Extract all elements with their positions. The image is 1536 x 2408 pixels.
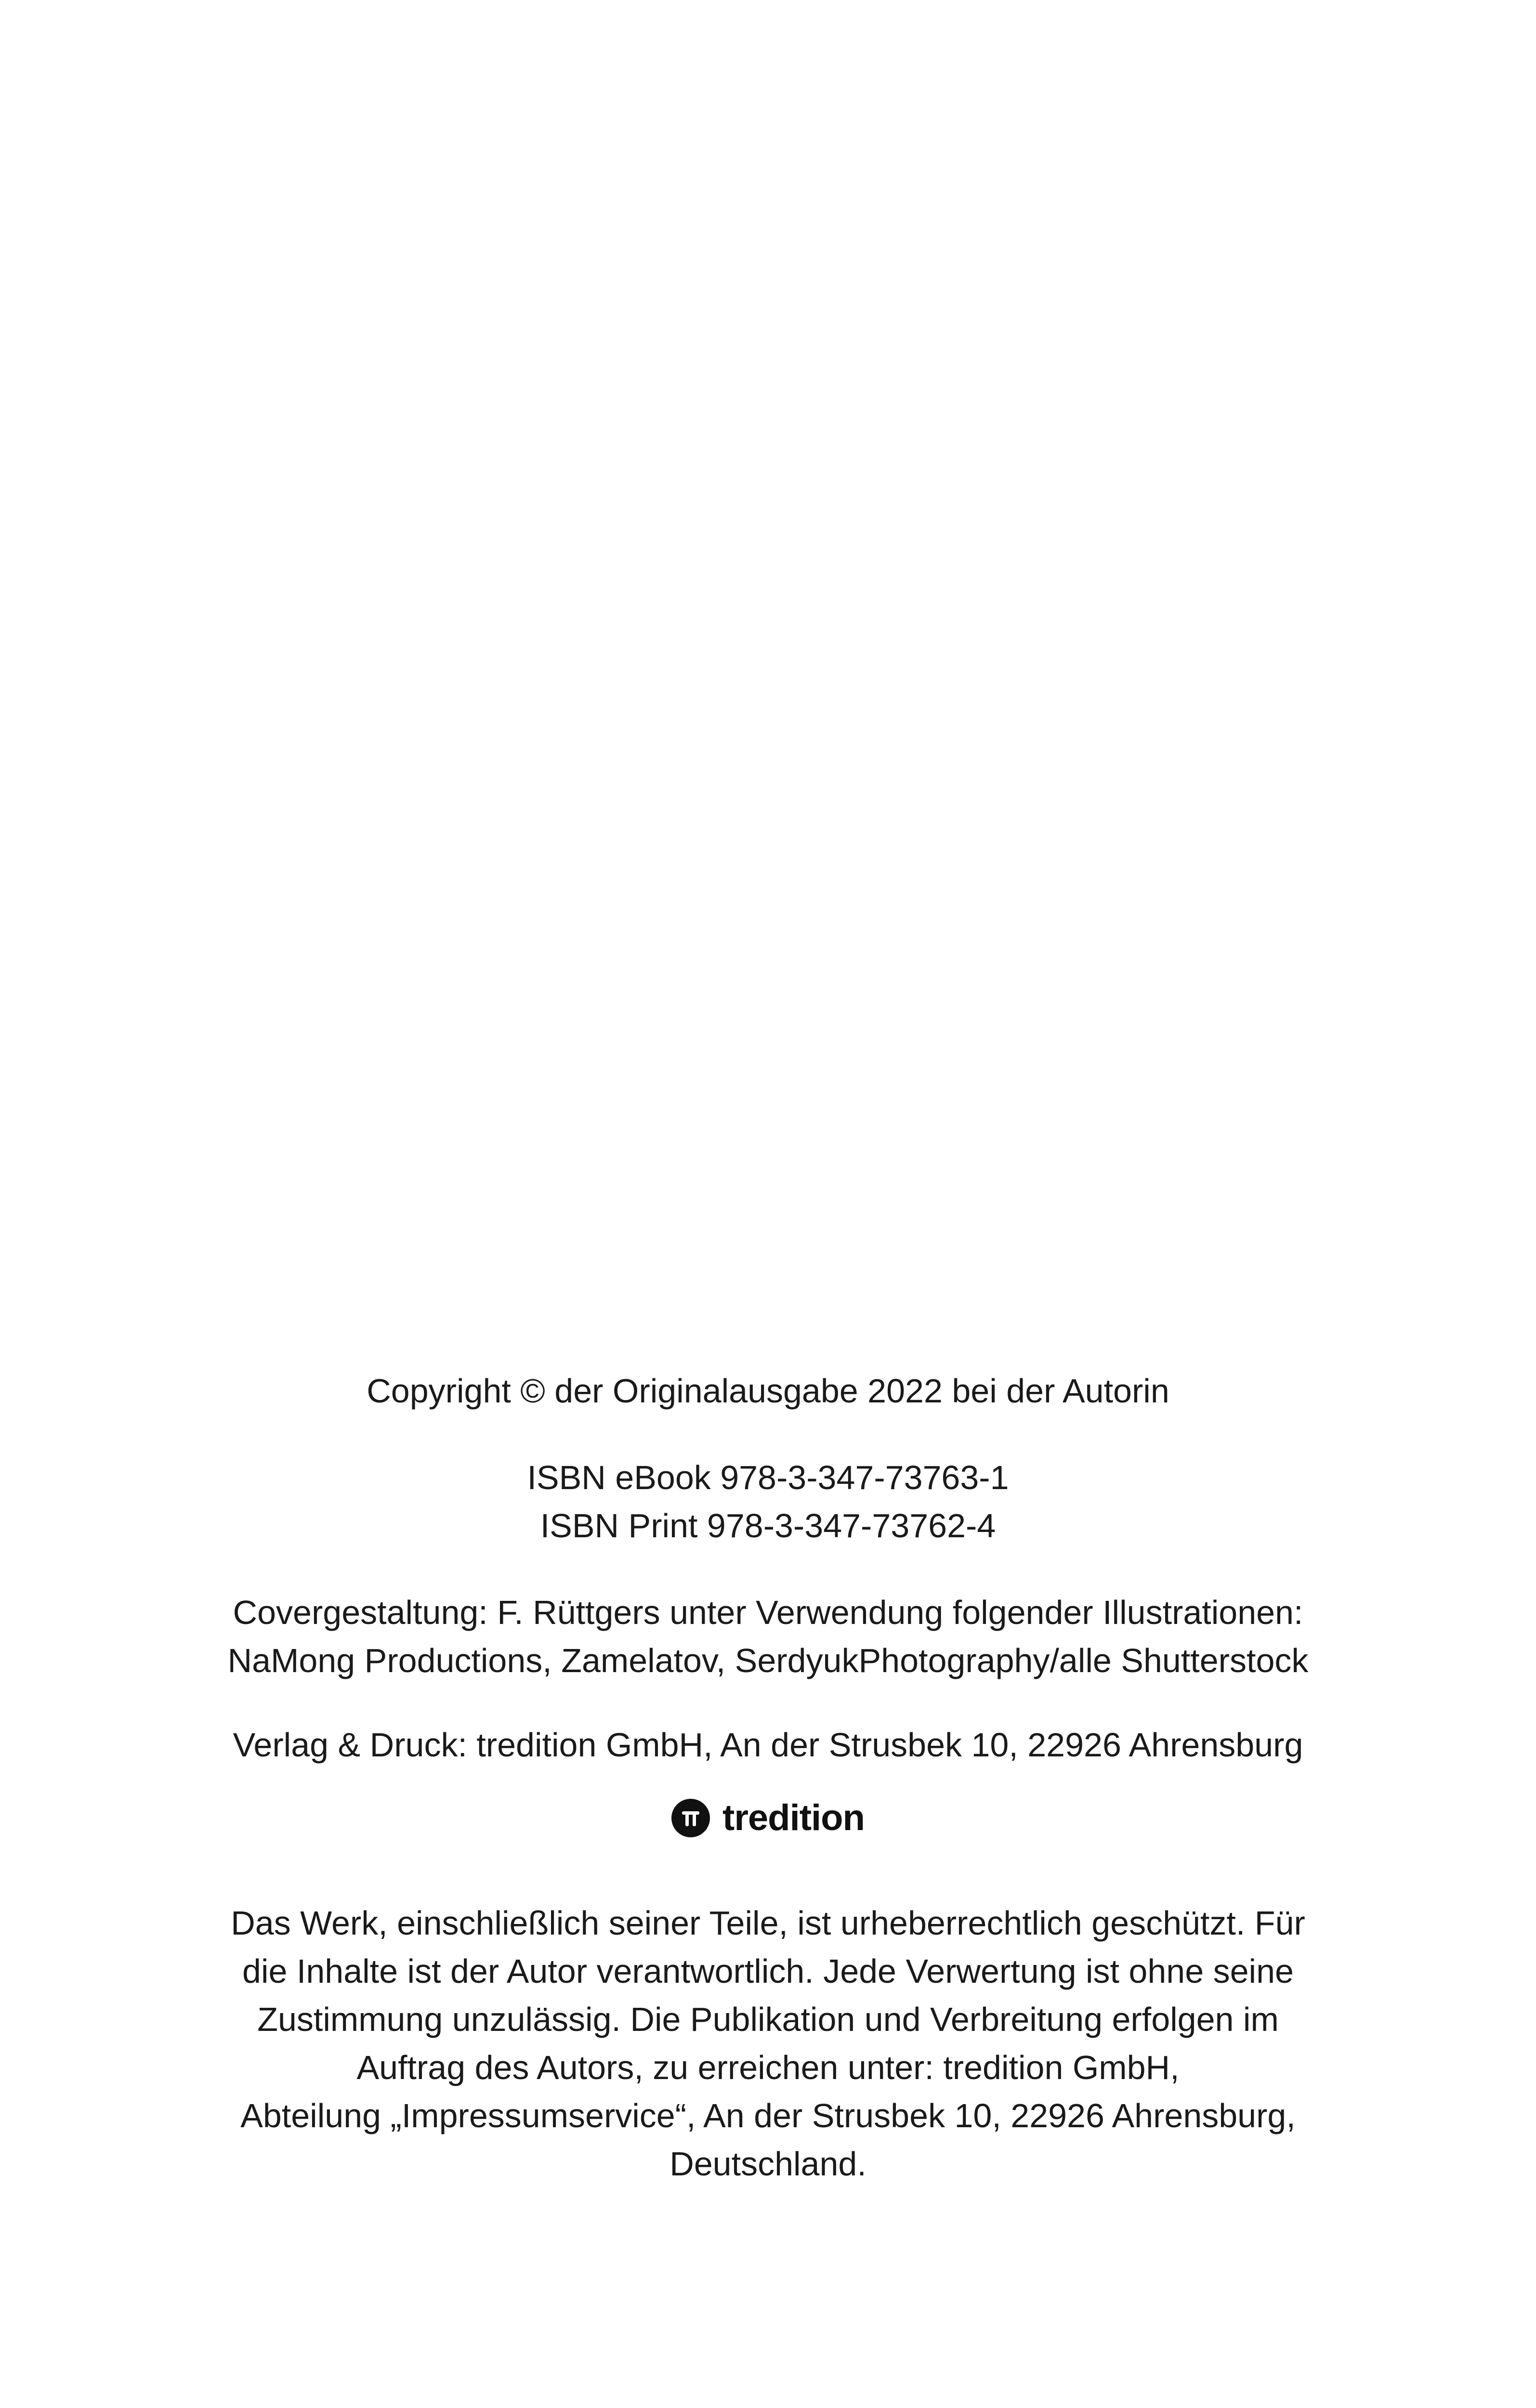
cover-credits-line-2: NaMong Productions, Zamelatov, SerdyukPhotography/alle Shutterstock bbox=[227, 1642, 1309, 1679]
tredition-logo bbox=[0, 1794, 1536, 1842]
imprint-block bbox=[0, 1367, 1536, 2188]
isbn-print: ISBN Print 978-3-347-73762-4 bbox=[540, 1507, 996, 1544]
cover-credits-line-1: Covergestaltung: F. Rüttgers unter Verwendung folgender Illustrationen: bbox=[233, 1594, 1303, 1631]
legal-notice bbox=[0, 1899, 1536, 2188]
cover-credits bbox=[0, 1588, 1536, 1685]
legal-line: Deutschland. bbox=[670, 2145, 866, 2183]
tredition-logo-icon bbox=[671, 1799, 710, 1837]
legal-line: Das Werk, einschließlich seiner Teile, ist urheberrechtlich geschützt. Für bbox=[231, 1904, 1305, 1942]
copyright-line: Copyright © der Originalausgabe 2022 bei der Autorin bbox=[367, 1372, 1169, 1410]
legal-line: Auftrag des Autors, zu erreichen unter: tredition GmbH, bbox=[356, 2049, 1180, 2086]
tredition-logo-text: tredition bbox=[722, 1797, 865, 1838]
isbn-block bbox=[0, 1453, 1536, 1550]
publisher-block bbox=[0, 1721, 1536, 1769]
publisher-line: Verlag & Druck: tredition GmbH, An der Strusbek 10, 22926 Ahrensburg bbox=[233, 1726, 1303, 1764]
isbn-ebook: ISBN eBook 978-3-347-73763-1 bbox=[527, 1459, 1009, 1496]
legal-line: Abteilung „Impressumservice“, An der Strusbek 10, 22926 Ahrensburg, bbox=[240, 2097, 1296, 2134]
legal-line: Zustimmung unzulässig. Die Publikation und Verbreitung erfolgen im bbox=[257, 2001, 1279, 2038]
legal-line: die Inhalte ist der Autor verantwortlich. Jede Verwertung ist ohne seine bbox=[242, 1952, 1294, 1990]
